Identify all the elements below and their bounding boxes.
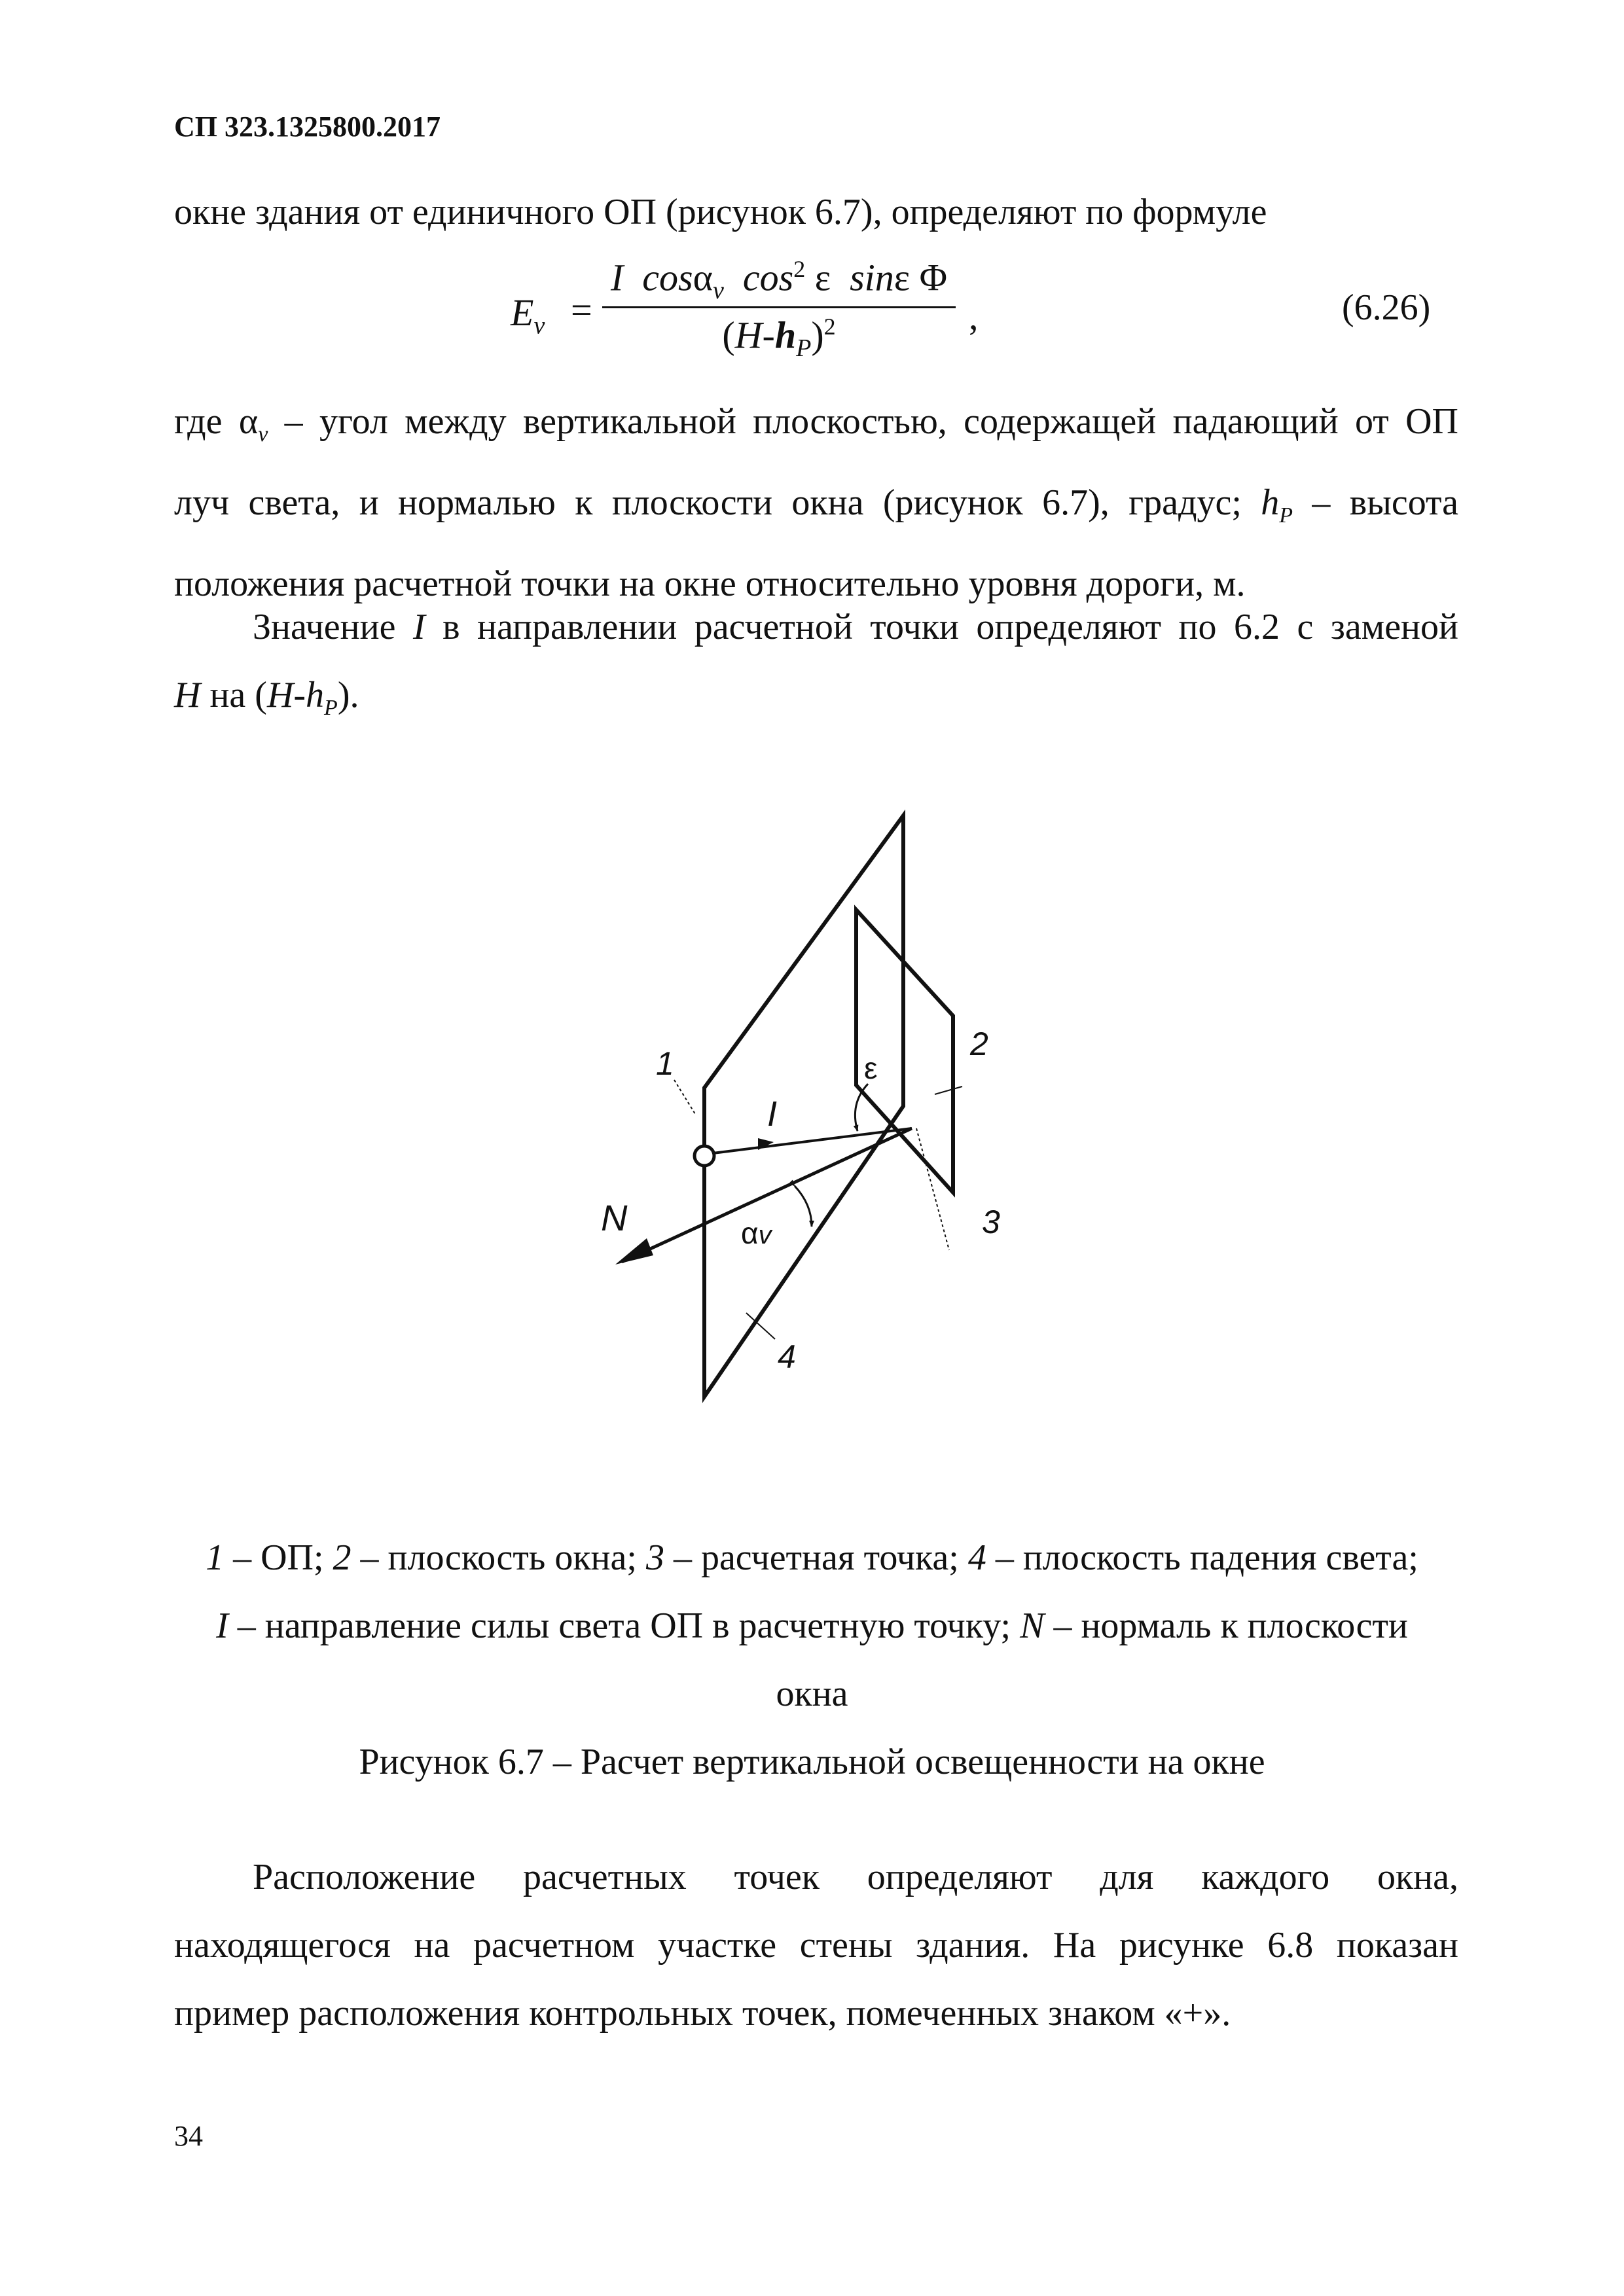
intro-text: окне здания от единичного ОП (рисунок 6.7), определяют по формуле bbox=[174, 192, 1267, 232]
label-N: N bbox=[601, 1197, 628, 1238]
leader-line-2 bbox=[935, 1086, 962, 1094]
label-alpha: αv bbox=[741, 1216, 772, 1250]
figure-legend-line-2: I – направление силы света ОП в расчетную точку; N – нормаль к плоскости bbox=[216, 1605, 1408, 1646]
document-code: СП 323.1325800.2017 bbox=[174, 111, 441, 143]
definition-hp-end: положения расчетной точки на окне относительно уровня дороги, м. bbox=[174, 564, 1246, 605]
formula-denominator: $(H-h_P)^2$ bbox=[722, 314, 836, 362]
formula-6-26 bbox=[511, 255, 1008, 367]
label-I: I bbox=[767, 1094, 778, 1134]
closing-paragraph: Расположение расчетных точек определяют для каждого окна, находящегося на расчетном участке стены здания. На рисунке 6.8 показан пример расположения контрольных точек, помеченных знаком «+». bbox=[174, 1857, 1458, 2034]
equation-number: (6.26) bbox=[1342, 287, 1431, 328]
epsilon-arc bbox=[855, 1084, 868, 1131]
formula-comma: , bbox=[969, 295, 979, 338]
formula-lhs: $E_v$ bbox=[511, 291, 545, 340]
label-4: 4 bbox=[778, 1338, 796, 1375]
leader-line-1 bbox=[674, 1080, 695, 1114]
leader-line-3 bbox=[916, 1128, 949, 1250]
normal-arrowhead bbox=[615, 1238, 653, 1265]
page-number: 34 bbox=[174, 2120, 203, 2152]
figure-title: Рисунок 6.7 – Расчет вертикальной освещенности на окне bbox=[359, 1742, 1265, 1782]
label-2: 2 bbox=[970, 1026, 988, 1062]
formula-fraction-bar bbox=[602, 306, 956, 308]
figure-6-7 bbox=[550, 792, 1074, 1420]
definition-alpha: где $\alpha_v$ – угол между вертикальной плоскостью, содержащей падающий от ОП bbox=[174, 401, 1458, 447]
label-1: 1 bbox=[656, 1045, 674, 1082]
definition-hp: луч света, и нормалью к плоскости окна (рисунок 6.7), градус; $h_P$ – высота bbox=[174, 482, 1458, 528]
label-epsilon: ε bbox=[864, 1051, 878, 1085]
figure-legend-line-1: 1 – ОП; 2 – плоскость окна; 3 – расчетная точка; 4 – плоскость падения света; bbox=[206, 1537, 1418, 1578]
figure-legend-line-3: окна bbox=[776, 1674, 848, 1714]
light-source-point bbox=[695, 1146, 714, 1166]
formula-numerator: I cosα$_v$ $\cos^2 \varepsilon$ sinε Φ bbox=[610, 256, 948, 304]
formula-equals: = bbox=[571, 289, 592, 331]
intensity-note: Значение I в направлении расчетной точки определяют по 6.2 с заменой H на $(H-h_P)$. bbox=[174, 607, 1458, 721]
light-direction-arrowhead bbox=[758, 1138, 774, 1150]
alpha-arc bbox=[795, 1186, 812, 1227]
label-3: 3 bbox=[982, 1204, 1000, 1240]
definitions-paragraph bbox=[174, 387, 1458, 618]
